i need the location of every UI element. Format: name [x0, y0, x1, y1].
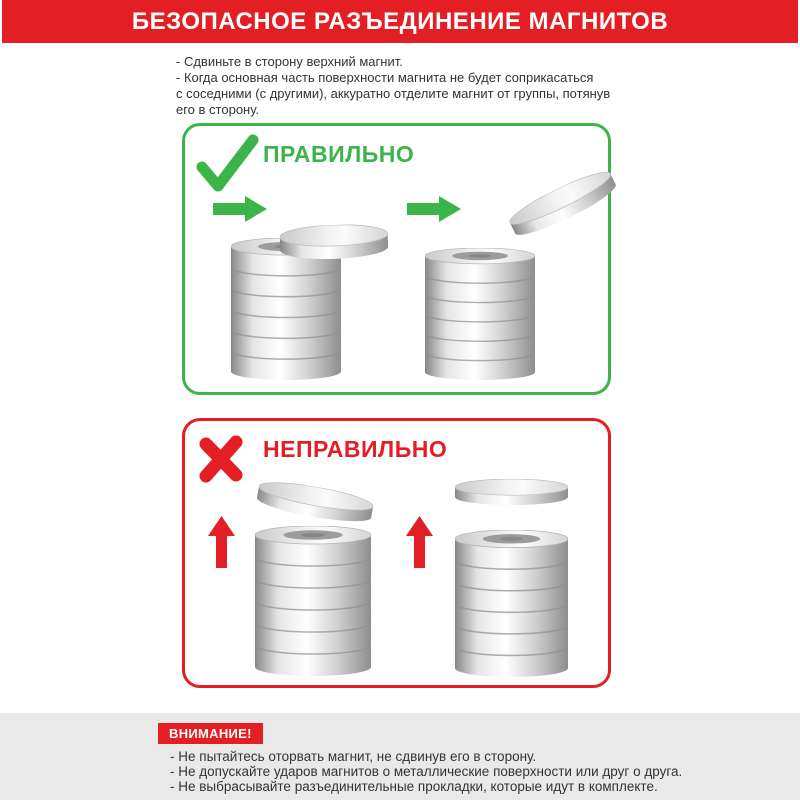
warning-text: [170, 749, 682, 794]
magnet-disc-tilted: [255, 477, 375, 528]
warning-line: - Не выбрасывайте разъединительные прокладки, которые идут в комплекте.: [170, 779, 658, 794]
magnet-disc-tilted: [506, 165, 621, 243]
intro-line: - Когда основная часть поверхности магнита не будет соприкасаться: [176, 70, 594, 85]
warning-section: [0, 713, 800, 800]
magnet-disc-slid: [279, 223, 388, 262]
arrow-right-icon: [213, 196, 267, 222]
magnet-stack: [425, 248, 535, 380]
intro-line: с соседними (с другими), аккуратно отделите магнит от группы, потянув: [176, 86, 611, 101]
incorrect-label: НЕПРАВИЛЬНО: [263, 436, 448, 462]
arrow-up-icon: [208, 516, 235, 568]
arrow-up-icon: [406, 516, 433, 568]
intro-line: его в сторону.: [176, 102, 260, 117]
arrow-right-icon: [407, 196, 461, 222]
magnet-stack: [255, 526, 371, 676]
title-banner: [2, 0, 798, 43]
magnet-stack: [455, 530, 568, 677]
magnet-disc-hovering: [455, 479, 568, 506]
warning-line: - Не пытайтесь оторвать магнит, не сдвинув его в сторону.: [170, 749, 537, 764]
correct-section: [182, 123, 611, 395]
warning-badge: ВНИМАНИЕ!: [158, 723, 263, 744]
check-icon: [195, 134, 259, 192]
correct-label: ПРАВИЛЬНО: [263, 141, 415, 167]
warning-line: - Не допускайте ударов магнитов о металлические поверхности или друг о друга.: [170, 764, 683, 779]
cross-icon: [197, 433, 245, 483]
intro-line: - Сдвиньте в сторону верхний магнит.: [176, 54, 403, 69]
page-title: БЕЗОПАСНОЕ РАЗЪЕДИНЕНИЕ МАГНИТОВ: [131, 7, 669, 35]
incorrect-section: [182, 418, 611, 688]
intro-text: [176, 54, 676, 118]
